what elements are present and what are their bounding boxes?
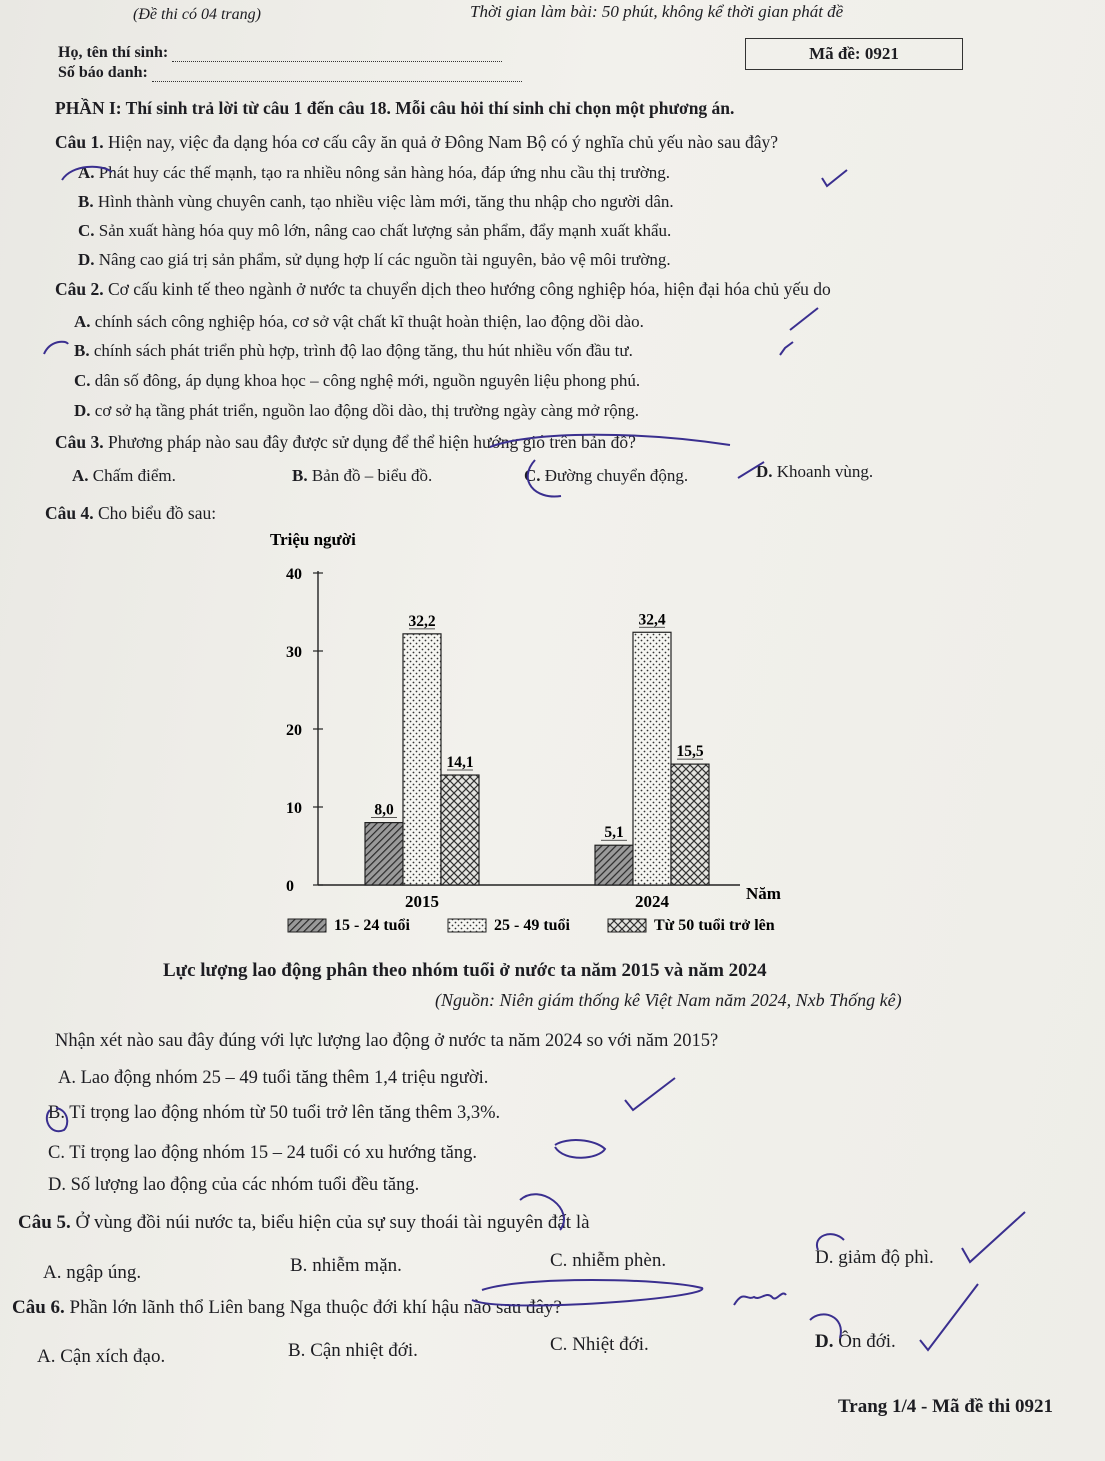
bar-value-label: 32,4 xyxy=(638,611,666,629)
question-5-option-b: B. nhiễm mặn. xyxy=(290,1255,402,1276)
question-4-prompt: Nhận xét nào sau đây đúng với lực lượng lao động ở nước ta năm 2024 so với năm 2015? xyxy=(55,1031,719,1051)
checkmark-icon xyxy=(920,1284,978,1350)
circle-mark-icon xyxy=(490,435,730,447)
bar-value-label: 15,5 xyxy=(676,743,704,761)
candidate-id-label: Số báo danh: xyxy=(58,64,148,81)
question-4-option-d: D. Số lượng lao động của các nhóm tuổi đều tăng. xyxy=(48,1175,420,1195)
category-label-2024: 2024 xyxy=(635,892,669,911)
question-1-stem: Câu 1. Hiện nay, việc đa dạng hóa cơ cấu cây ăn quả ở Đông Nam Bộ có ý nghĩa chủ yếu nào sau đây? xyxy=(55,132,778,152)
question-5-stem: Câu 5. Ở vùng đồi núi nước ta, biểu hiện của sự suy thoái tài nguyên đất là xyxy=(18,1212,590,1233)
question-2-option-d: D. cơ sở hạ tầng phát triển, nguồn lao động dồi dào, thị trường ngày càng mở rộng. xyxy=(74,401,639,420)
y-tick-label: 10 xyxy=(286,800,302,817)
x-axis-label: Năm xyxy=(746,884,781,903)
question-4-option-c: C. Tỉ trọng lao động nhóm 15 – 24 tuổi có xu hướng tăng. xyxy=(48,1143,478,1163)
circle-mark-icon xyxy=(472,1280,702,1305)
time-note: Thời gian làm bài: 50 phút, không kể thời gian phát đề xyxy=(470,2,844,21)
question-3-option-d: D. Khoanh vùng. xyxy=(756,462,874,481)
circle-mark-icon xyxy=(817,1234,844,1250)
question-3-option-a: A. Chấm điểm. xyxy=(72,466,176,485)
question-3-option-c: C. Đường chuyển động. xyxy=(524,466,689,485)
page-footer: Trang 1/4 - Mã đề thi 0921 xyxy=(838,1396,1053,1417)
legend-label-1: 25 - 49 tuổi xyxy=(494,917,570,934)
question-1-option-b: B. Hình thành vùng chuyên canh, tạo nhiều việc làm mới, tăng thu nhập cho người dân. xyxy=(78,192,674,211)
checkmark-icon xyxy=(822,170,847,186)
y-tick-label: 40 xyxy=(286,566,302,583)
question-4-stem: Câu 4. Cho biểu đồ sau: xyxy=(45,503,217,523)
circle-mark-icon xyxy=(810,1314,841,1338)
checkmark-icon xyxy=(625,1078,675,1110)
question-2-option-b: B. chính sách phát triển phù hợp, trình độ lao động tăng, thu hút nhiều vốn đầu tư. xyxy=(74,341,633,360)
question-1-option-c: C. Sản xuất hàng hóa quy mô lớn, nâng cao chất lượng sản phẩm, đẩy mạnh xuất khẩu. xyxy=(78,221,672,240)
candidate-name-label: Họ, tên thí sinh: xyxy=(58,44,169,61)
exam-code: Mã đề: 0921 xyxy=(809,44,899,63)
question-6-option-b: B. Cận nhiệt đới. xyxy=(288,1340,418,1361)
question-6-stem: Câu 6. Phần lớn lãnh thổ Liên bang Nga thuộc đới khí hậu nào sau đây? xyxy=(12,1297,562,1318)
question-1-option-a: A. Phát huy các thế mạnh, tạo ra nhiều nông sản hàng hóa, đáp ứng nhu cầu thị trường. xyxy=(78,163,671,182)
bar-value-label: 32,2 xyxy=(408,612,436,630)
category-label-2015: 2015 xyxy=(405,892,439,911)
y-axis-label: Triệu người xyxy=(270,530,356,549)
circle-mark-icon xyxy=(44,342,68,354)
chart-caption: Lực lượng lao động phân theo nhóm tuổi ở nước ta năm 2015 và năm 2024 xyxy=(163,960,767,981)
question-2-stem: Câu 2. Cơ cấu kinh tế theo ngành ở nước ta chuyển dịch theo hướng công nghiệp hóa, hiện đại hóa chủ yếu do xyxy=(55,279,831,299)
chart-source: (Nguồn: Niên giám thống kê Việt Nam năm 2024, Nxb Thống kê) xyxy=(435,990,902,1010)
question-5-option-a: A. ngập úng. xyxy=(43,1262,142,1283)
bar-value-label: 14,1 xyxy=(446,754,474,772)
question-6-option-d: D. Ôn đới. xyxy=(815,1331,896,1352)
y-tick-label: 0 xyxy=(286,878,294,895)
checkmark-icon xyxy=(780,342,793,355)
legend-label-2: Từ 50 tuổi trở lên xyxy=(654,917,775,934)
pages-note: (Đề thi có 04 trang) xyxy=(133,6,261,23)
circle-mark-icon xyxy=(62,167,112,180)
question-5-option-d: D. giảm độ phì. xyxy=(815,1247,934,1268)
legend-label-0: 15 - 24 tuổi xyxy=(334,917,410,934)
checkmark-icon xyxy=(790,308,818,330)
question-2-option-a: A. chính sách công nghiệp hóa, cơ sở vật chất kĩ thuật hoàn thiện, lao động dồi dào. xyxy=(74,312,644,331)
question-6-option-a: A. Cận xích đạo. xyxy=(37,1346,166,1367)
circle-mark-icon xyxy=(555,1140,605,1158)
checkmark-icon xyxy=(738,462,764,478)
question-6-option-c: C. Nhiệt đới. xyxy=(550,1334,649,1355)
y-tick-label: 30 xyxy=(286,644,302,661)
part-1-instruction: PHẦN I: Thí sinh trả lời từ câu 1 đến câu 18. Mỗi câu hỏi thí sinh chỉ chọn một phương án. xyxy=(55,98,735,118)
bar-value-label: 8,0 xyxy=(374,801,394,819)
circle-mark-icon xyxy=(528,460,561,497)
scribble-icon xyxy=(734,1293,786,1305)
question-3-option-b: B. Bản đồ – biểu đồ. xyxy=(292,466,433,485)
circle-mark-icon xyxy=(520,1194,564,1230)
question-1-option-d: D. Nâng cao giá trị sản phẩm, sử dụng hợp lí các nguồn tài nguyên, bảo vệ môi trường. xyxy=(78,250,671,269)
bar-value-label: 5,1 xyxy=(604,824,624,842)
checkmark-icon xyxy=(962,1212,1025,1262)
question-4-option-b: B. Tỉ trọng lao động nhóm từ 50 tuổi trở lên tăng thêm 3,3%. xyxy=(48,1103,501,1123)
question-5-option-c: C. nhiễm phèn. xyxy=(550,1250,667,1271)
question-3-stem: Câu 3. Phương pháp nào sau đây được sử dụng để thể hiện hướng gió trên bản đồ? xyxy=(55,432,636,452)
y-tick-label: 20 xyxy=(286,722,302,739)
question-4-option-a: A. Lao động nhóm 25 – 49 tuổi tăng thêm 1,4 triệu người. xyxy=(58,1068,489,1088)
circle-mark-icon xyxy=(47,1108,67,1131)
question-2-option-c: C. dân số đông, áp dụng khoa học – công nghệ mới, nguồn nguyên liệu phong phú. xyxy=(74,371,641,390)
